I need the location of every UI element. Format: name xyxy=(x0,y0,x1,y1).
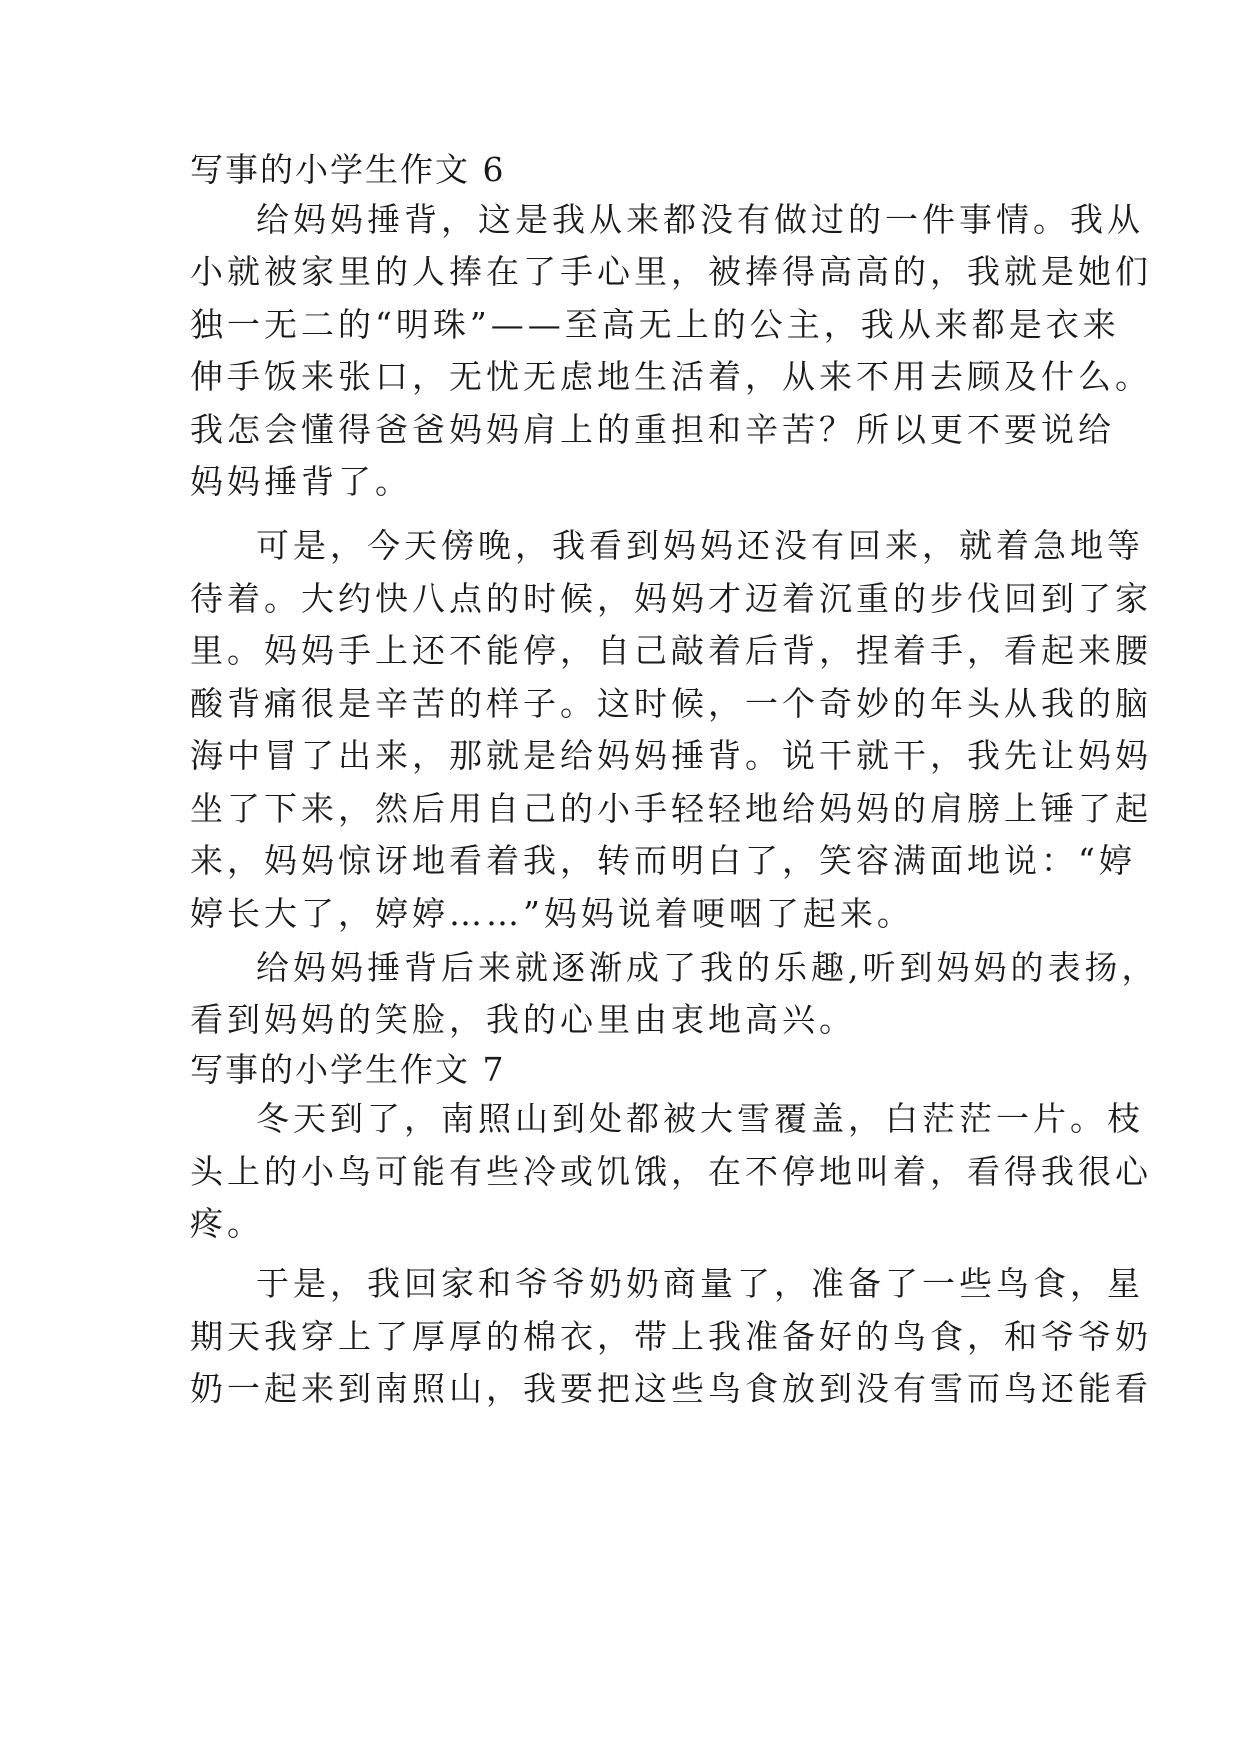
paragraph-line: 奶一起来到南照山，我要把这些鸟食放到没有雪而鸟还能看 xyxy=(190,1369,1152,1408)
section-heading-6: 写事的小学生作文 6 xyxy=(190,150,506,189)
paragraph-line: 待着。大约快八点的时候，妈妈才迈着沉重的步伐回到了家 xyxy=(190,579,1152,618)
paragraph-line: 婷长大了，婷婷……”妈妈说着哽咽了起来。 xyxy=(190,894,914,933)
paragraph-line: 期天我穿上了厚厚的棉衣，带上我准备好的鸟食，和爷爷奶 xyxy=(190,1317,1152,1356)
paragraph-line: 头上的小鸟可能有些冷或饥饿，在不停地叫着，看得我很心 xyxy=(190,1152,1152,1191)
paragraph-line: 海中冒了出来，那就是给妈妈捶背。说干就干，我先让妈妈 xyxy=(190,736,1152,775)
paragraph-line: 给妈妈捶背后来就逐渐成了我的乐趣,听到妈妈的表扬， xyxy=(256,948,1159,987)
paragraph-line: 来，妈妈惊讶地看着我，转而明白了，笑容满面地说：“婷 xyxy=(190,841,1136,880)
paragraph-line: 酸背痛很是辛苦的样子。这时候，一个奇妙的年头从我的脑 xyxy=(190,684,1152,723)
paragraph-line: 疼。 xyxy=(190,1204,264,1243)
paragraph-line: 可是，今天傍晚，我看到妈妈还没有回来，就着急地等 xyxy=(256,526,1144,565)
paragraph-line: 里。妈妈手上还不能停，自己敲着后背，捏着手，看起来腰 xyxy=(190,631,1152,670)
paragraph-line: 伸手饭来张口，无忧无虑地生活着，从来不用去顾及什么。 xyxy=(190,357,1152,396)
section-heading-7: 写事的小学生作文 7 xyxy=(190,1050,506,1089)
paragraph-line: 坐了下来，然后用自己的小手轻轻地给妈妈的肩膀上锤了起 xyxy=(190,789,1152,828)
paragraph-line: 给妈妈捶背，这是我从来都没有做过的一件事情。我从 xyxy=(256,200,1144,239)
paragraph-line: 独一无二的“明珠”——至高无上的公主，我从来都是衣来 xyxy=(190,305,1120,344)
paragraph-line: 我怎会懂得爸爸妈妈肩上的重担和辛苦？所以更不要说给 xyxy=(190,410,1115,449)
paragraph-line: 看到妈妈的笑脸，我的心里由衷地高兴。 xyxy=(190,1000,856,1039)
paragraph-line: 小就被家里的人捧在了手心里，被捧得高高的，我就是她们 xyxy=(190,252,1152,291)
paragraph-line: 冬天到了，南照山到处都被大雪覆盖，白茫茫一片。枝 xyxy=(256,1099,1144,1138)
paragraph-line: 于是，我回家和爷爷奶奶商量了，准备了一些鸟食，星 xyxy=(256,1264,1144,1303)
paragraph-line: 妈妈捶背了。 xyxy=(190,462,412,501)
